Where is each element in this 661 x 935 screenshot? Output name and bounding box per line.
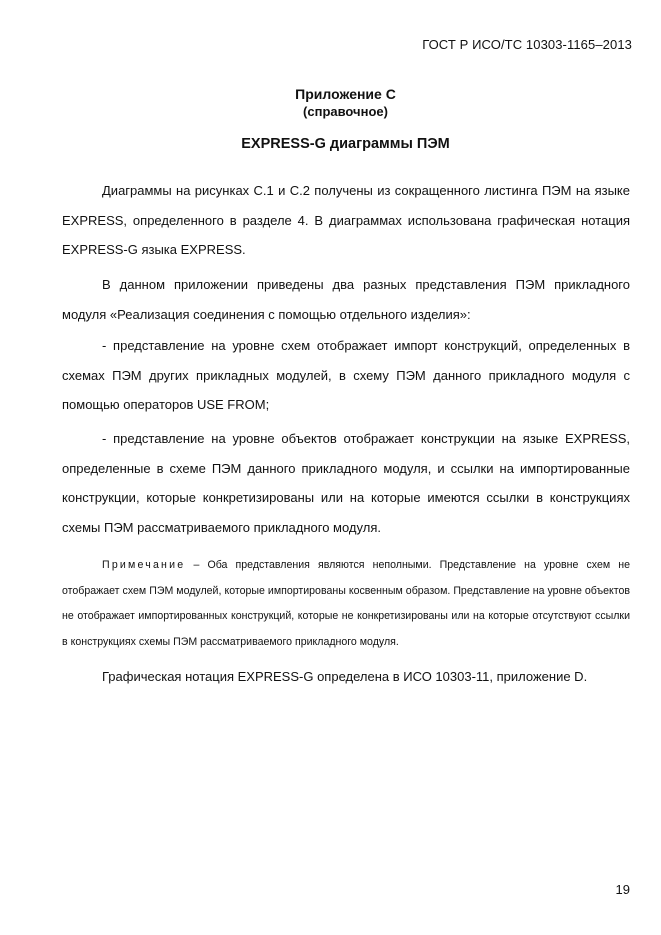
paragraph-closing: Графическая нотация EXPRESS-G определена в ИСО 10303-11, приложение D. bbox=[102, 669, 588, 684]
paragraph-entity-level: - представление на уровне объектов отображает конструкции на языке EXPRESS, определенные в схеме ПЭМ данного прикладного модуля, и ссылки на импортированные конструкции, которые конкретизированы или на которые имеются ссылки в конструкциях схемы ПЭМ рассматриваемого прикладного модуля. bbox=[62, 431, 630, 535]
section-title: EXPRESS-G диаграммы ПЭМ bbox=[241, 136, 450, 152]
page-number: 19 bbox=[615, 882, 630, 897]
paragraph-representations: В данном приложении приведены два разных представления ПЭМ прикладного модуля «Реализация соединения с помощью отдельного изделия»: bbox=[62, 277, 630, 322]
note-text: – Оба представления являются неполными. Представление на уровне схем не отображает схем ПЭМ модулей, которые импортированы косвенным образом. Представление на уровне объектов не отображает импортированных конструкций, которые не конкретизированы или на которые отсутствуют ссылки в конструкциях схемы ПЭМ рассматриваемого прикладного модуля. bbox=[62, 559, 630, 648]
annex-title: Приложение С bbox=[295, 86, 396, 102]
annex-subtitle: (справочное) bbox=[303, 104, 388, 119]
standard-code-header: ГОСТ Р ИСО/ТС 10303-1165–2013 bbox=[422, 37, 632, 52]
paragraph-schema-level: - представление на уровне схем отображает импорт конструкций, определенных в схемах ПЭМ других прикладных модулей, в схему ПЭМ данного прикладного модуля с помощью операторов USE FROM; bbox=[62, 338, 630, 412]
note-label: Примечание bbox=[102, 559, 186, 571]
paragraph-intro: Диаграммы на рисунках С.1 и С.2 получены из сокращенного листинга ПЭМ на языке EXPRESS, определенного в разделе 4. В диаграммах использована графическая нотация EXPRESS-G языка EXPRESS. bbox=[62, 183, 630, 257]
note-block bbox=[62, 553, 630, 655]
